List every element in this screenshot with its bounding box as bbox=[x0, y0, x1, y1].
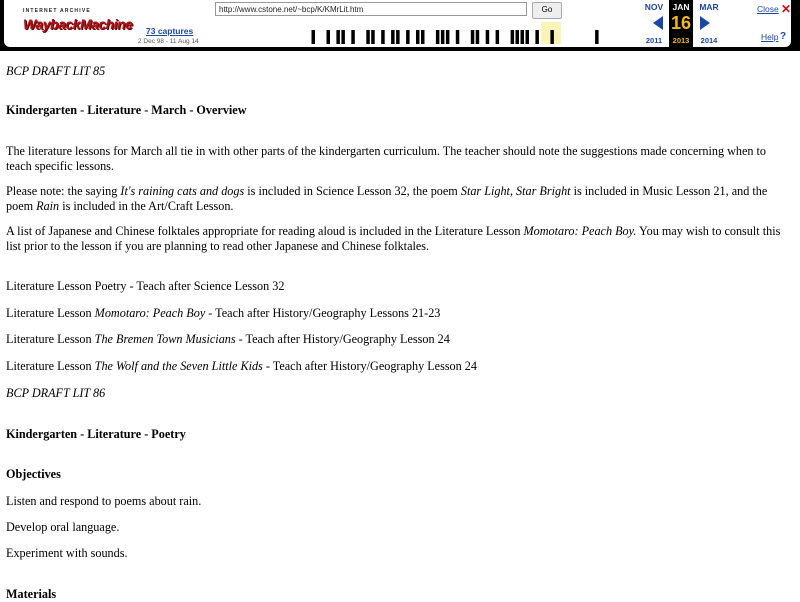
capture-tick bbox=[496, 30, 500, 44]
capture-tick bbox=[312, 30, 316, 44]
capture-tick bbox=[471, 30, 475, 44]
capture-tick bbox=[336, 30, 340, 44]
note-italic-poem: Star Light, Star Bright bbox=[460, 184, 571, 198]
folktales-text-1: A list of Japanese and Chinese folktales appropriate for reading aloud is included in the Literature Lesson bbox=[6, 224, 524, 238]
capture-tick bbox=[406, 30, 410, 44]
lesson-text: - Teach after History/Geography Lesson 24 bbox=[235, 332, 450, 346]
note-text-4: is included in the Art/Craft Lesson. bbox=[59, 199, 234, 213]
capture-tick bbox=[456, 30, 460, 44]
capture-tick bbox=[371, 30, 375, 44]
prev-arrow-icon[interactable] bbox=[653, 16, 663, 30]
objective-item: Develop oral language. bbox=[6, 520, 120, 534]
capture-tick bbox=[421, 30, 425, 44]
current-month-label: JAN bbox=[672, 2, 690, 12]
current-day-label: 16 bbox=[670, 13, 692, 33]
next-year-label: 2014 bbox=[700, 36, 718, 45]
capture-tick bbox=[446, 30, 450, 44]
capture-tick bbox=[351, 30, 355, 44]
wayback-toolbar bbox=[0, 0, 800, 51]
capture-tick bbox=[511, 30, 514, 44]
capture-tick bbox=[476, 30, 480, 44]
lesson-item bbox=[6, 359, 790, 374]
lesson-item bbox=[6, 306, 790, 321]
lesson-title: The Wolf and the Seven Little Kids bbox=[94, 359, 263, 373]
lesson-title: Momotaro: Peach Boy bbox=[94, 306, 206, 320]
lesson-text: Literature Lesson bbox=[6, 306, 95, 320]
next-month-label: MAR bbox=[699, 2, 719, 12]
draft-header-85: BCP DRAFT LIT 85 bbox=[6, 64, 106, 78]
next-arrow-icon[interactable] bbox=[700, 16, 710, 30]
go-button[interactable]: Go bbox=[532, 2, 562, 19]
capture-tick bbox=[486, 30, 490, 44]
folktales-text-2: You may wish to consult this list prior to the lesson if you are planning to read other Japanese and Chinese folktales. bbox=[6, 224, 781, 253]
close-icon[interactable]: ✕ bbox=[781, 2, 792, 16]
note-text-3: is included in Music Lesson 21, and the poem bbox=[6, 184, 768, 213]
capture-date-range: 2 Dec 98 - 11 Aug 14 bbox=[138, 38, 199, 45]
wayback-toolbar-panel bbox=[4, 0, 791, 47]
overview-paragraph: The literature lessons for March all tie in with other parts of the kindergarten curriculum. The teacher should note the suggestions made concerning when to teach specific lessons. bbox=[6, 144, 767, 173]
lesson-text: - Teach after History/Geography Lesson 24 bbox=[262, 359, 477, 373]
capture-tick bbox=[341, 30, 345, 44]
capture-tick bbox=[391, 30, 395, 44]
capture-tick bbox=[526, 30, 530, 44]
folktales-italic: Momotaro: Peach Boy. bbox=[523, 224, 637, 238]
next-month[interactable] bbox=[689, 0, 729, 45]
section-title-overview: Kindergarten - Literature - March - Overview bbox=[6, 103, 247, 117]
note-text-2: is included in Science Lesson 32, the poem bbox=[244, 184, 461, 198]
logo-top-text: INTERNET ARCHIVE bbox=[23, 8, 91, 14]
capture-tick bbox=[550, 30, 554, 44]
capture-tick bbox=[396, 30, 400, 44]
url-input[interactable] bbox=[215, 2, 527, 16]
note-italic-rain: Rain bbox=[36, 199, 60, 213]
capture-tick bbox=[381, 30, 385, 44]
capture-tick bbox=[516, 30, 520, 44]
folktales-paragraph bbox=[6, 224, 790, 254]
materials-heading: Materials bbox=[6, 587, 57, 601]
capture-tick bbox=[327, 30, 331, 44]
capture-tick bbox=[436, 30, 440, 44]
help-icon[interactable]: ? bbox=[780, 31, 787, 42]
draft-header-86: BCP DRAFT LIT 86 bbox=[6, 386, 106, 400]
lesson-item: Literature Lesson Poetry - Teach after Science Lesson 32 bbox=[6, 279, 285, 293]
close-link[interactable]: Close bbox=[757, 4, 779, 14]
capture-tick bbox=[366, 30, 370, 44]
section-title-poetry: Kindergarten - Literature - Poetry bbox=[6, 427, 186, 441]
prev-month-label: NOV bbox=[644, 2, 664, 12]
objective-item: Experiment with sounds. bbox=[6, 546, 128, 560]
note-paragraph bbox=[6, 184, 790, 214]
prev-month[interactable] bbox=[634, 0, 674, 45]
logo-main-text: WaybackMachine bbox=[23, 16, 133, 32]
objectives-heading: Objectives bbox=[6, 467, 61, 481]
capture-tick bbox=[416, 30, 420, 44]
capture-tick bbox=[521, 30, 525, 44]
lesson-text: - Teach after History/Geography Lessons 21-23 bbox=[205, 306, 441, 320]
captures-link[interactable]: 73 captures bbox=[146, 26, 194, 36]
capture-sparkline[interactable] bbox=[217, 22, 625, 44]
lesson-text: Literature Lesson bbox=[6, 359, 95, 373]
capture-tick bbox=[595, 30, 599, 44]
note-italic-saying: It's raining cats and dogs bbox=[120, 184, 245, 198]
lesson-text: Literature Lesson bbox=[6, 332, 95, 346]
capture-tick bbox=[535, 30, 539, 44]
wayback-logo[interactable] bbox=[20, 4, 133, 42]
prev-year-label: 2011 bbox=[645, 36, 663, 45]
capture-tick bbox=[441, 30, 445, 44]
current-year-label: 2013 bbox=[672, 36, 690, 45]
note-text-1: Please note: the saying bbox=[6, 184, 121, 198]
lesson-item bbox=[6, 332, 790, 347]
help-link[interactable]: Help bbox=[761, 32, 779, 42]
lesson-title: The Bremen Town Musicians bbox=[94, 332, 236, 346]
objective-item: Listen and respond to poems about rain. bbox=[6, 494, 202, 508]
